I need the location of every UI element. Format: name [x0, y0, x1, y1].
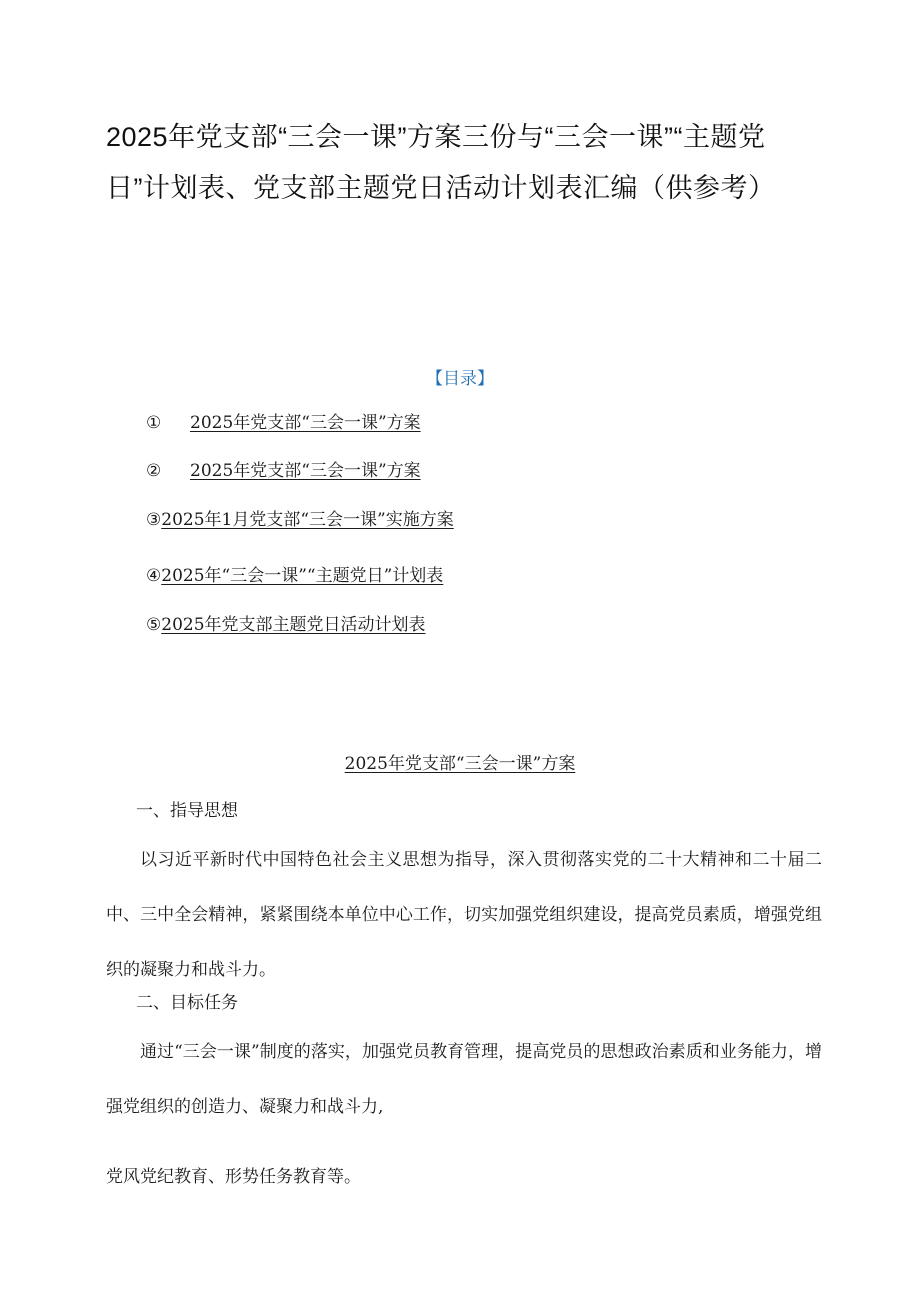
- toc-item-link[interactable]: 2025年党支部“三会一课”方案: [190, 461, 421, 481]
- paragraph-education-topics: 党风党纪教育、形势任务教育等。: [106, 1167, 361, 1187]
- section-title: [0, 749, 920, 774]
- toc-item-2[interactable]: [146, 458, 421, 484]
- toc-item-4[interactable]: [146, 563, 443, 589]
- toc-item-number: ⑤: [146, 615, 162, 635]
- toc-item-5[interactable]: [146, 612, 426, 638]
- paragraph-guiding-ideology: 以习近平新时代中国特色社会主义思想为指导，深入贯彻落实党的二十大精神和二十届二中、三中全会精神，紧紧围绕本单位中心工作，切实加强党组织建设，提高党员素质，增强党组织的凝聚力和战斗力。: [106, 850, 822, 980]
- toc-item-link[interactable]: 2025年党支部“三会一课”方案: [190, 413, 421, 433]
- toc-heading: 【目录】: [426, 369, 494, 389]
- toc-item-link[interactable]: 2025年党支部主题党日活动计划表: [161, 615, 426, 635]
- section-title-text: 2025年党支部“三会一课”方案: [344, 754, 576, 774]
- toc-item-number: ①: [146, 413, 162, 433]
- paragraph-goals-tasks: 通过“三会一课”制度的落实，加强党员教育管理，提高党员的思想政治素质和业务能力，增强党组织的创造力、凝聚力和战斗力,: [106, 1042, 822, 1117]
- document-title: 2025年党支部“三会一课”方案三份与“三会一课”“主题党日”计划表、党支部主题党日活动计划表汇编（供参考）: [106, 122, 776, 203]
- toc-item-number: ③: [146, 510, 162, 530]
- section-heading-guiding-ideology: 一、指导思想: [136, 801, 238, 821]
- toc-item-number: ②: [146, 461, 162, 481]
- toc-item-number: ④: [146, 566, 162, 586]
- section-heading-goals-tasks: 二、目标任务: [136, 993, 238, 1013]
- toc-item-3[interactable]: [146, 507, 454, 533]
- toc-item-link[interactable]: 2025年“三会一课”“主题党日”计划表: [161, 566, 444, 586]
- toc-item-1[interactable]: [146, 410, 421, 436]
- toc-item-link[interactable]: 2025年1月党支部“三会一课”实施方案: [161, 510, 454, 530]
